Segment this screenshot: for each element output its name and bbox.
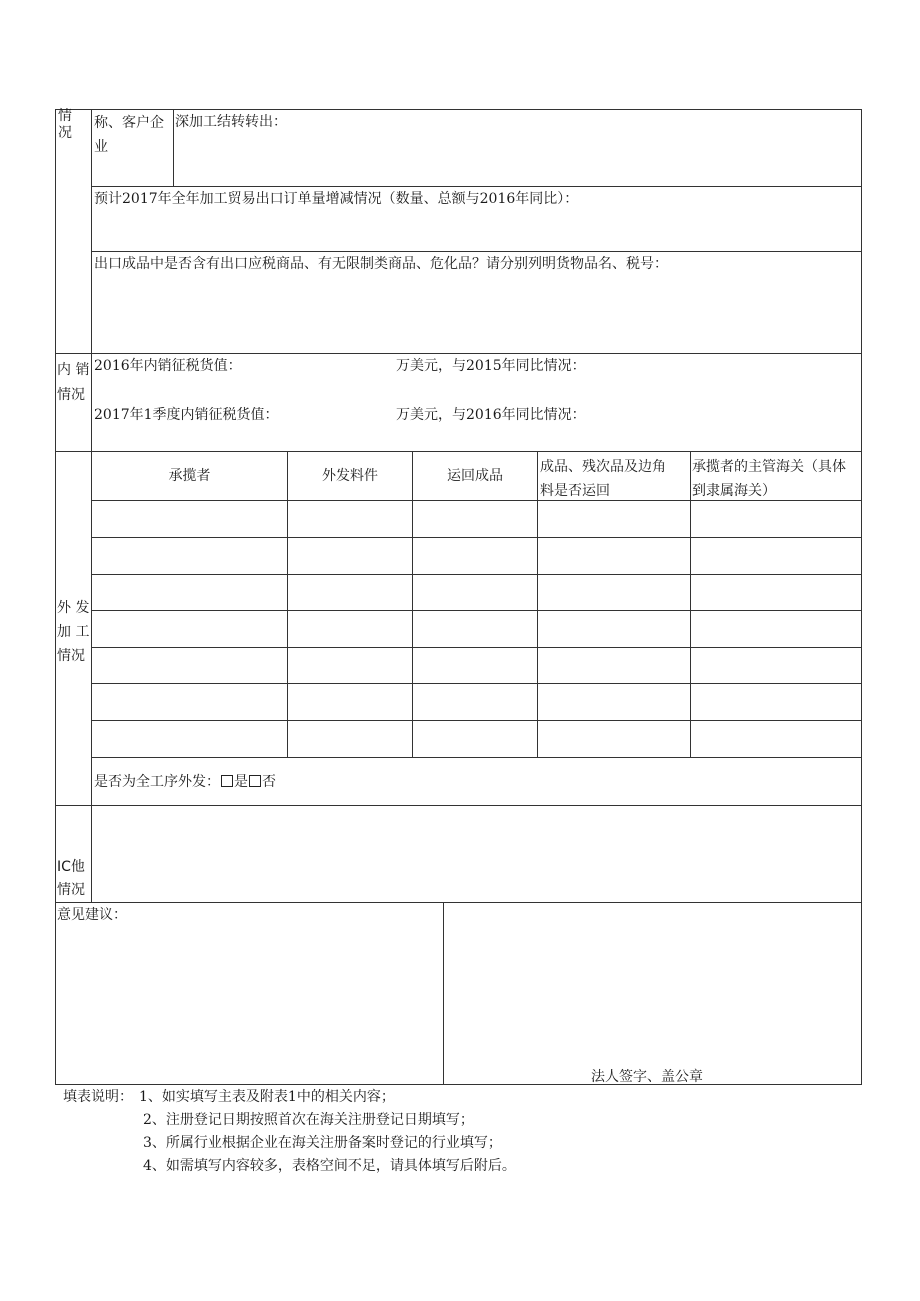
header-outgoing-materials: 外发料件 [322,468,378,484]
note-item: 3、所属行业根据企业在海关注册备案时登记的行业填写； [143,1135,502,1151]
domestic-2016-compare: 万美元，与2015年同比情况： [396,358,586,374]
grid-line [287,451,288,757]
label-char: 况 [58,125,72,141]
label-line: 情况 [57,882,85,898]
header-line: 承揽者的主管海关（具体 [692,459,846,475]
table-border-right [861,109,862,1085]
grid-line [412,451,413,757]
section-label-situation [58,108,72,142]
header-returned-products: 运回成品 [447,468,503,484]
header-scrap-returned [540,455,666,503]
label-line: 情况 [57,648,85,664]
domestic-2016-label: 2016年内销征税货值： [94,358,242,374]
grid-line [91,574,862,575]
label-line: 业 [94,139,108,155]
grid-line [537,451,538,757]
section-label-other [57,856,85,902]
yes-checkbox[interactable] [221,775,233,787]
row-divider [55,902,862,903]
note-item: 1、如实填写主表及附表1中的相关内容； [139,1089,395,1105]
grid-line [91,647,862,648]
table-border-bottom [55,1084,862,1085]
signature-label: 法人签字、盖公章 [591,1069,703,1085]
row-divider [55,353,862,354]
section-label-outsource [57,596,89,668]
notes-title: 填表说明： [63,1089,133,1105]
row-divider [91,251,862,252]
export-goods-label: 出口成品中是否含有出口应税商品、有无限制类商品、危化品？请分别列明货物品名、税号： [94,256,668,272]
table-border-top [55,109,862,110]
opinion-label: 意见建议： [57,907,127,923]
label-char: 情 [58,108,72,124]
row1-sub-divider [173,109,174,186]
deep-processing-label: 深加工结转转出： [175,114,287,130]
header-line: 料是否运回 [540,483,610,499]
section-label-domestic [57,358,89,408]
grid-line [91,720,862,721]
yes-label: 是 [234,774,248,790]
note-item: 4、如需填写内容较多，表格空间不足，请具体填写后附后。 [143,1158,516,1174]
grid-line [91,610,862,611]
label-line: 称、客户企 [94,115,164,131]
no-label: 否 [262,774,276,790]
question-text: 是否为全工序外发： [94,774,220,790]
row-divider [55,451,862,452]
header-line: 成品、残次品及边角 [540,459,666,475]
label-column-divider [91,109,92,902]
order-forecast-label: 预计2017年全年加工贸易出口订单量增减情况（数量、总额与2016年同比）： [94,191,579,207]
domestic-2017q1-label: 2017年1季度内销征税货值： [94,407,279,423]
note-item: 2、注册登记日期按照首次在海关注册登记日期填写； [143,1112,474,1128]
header-contractor: 承揽者 [168,468,211,484]
grid-line [91,757,862,758]
grid-line [91,537,862,538]
table-border-left [55,109,56,1085]
opinion-divider [443,902,444,1085]
row1-sub-label [94,111,164,159]
row-divider [55,805,862,806]
label-line: IC他 [57,859,85,875]
label-line: 外 发 [57,600,90,616]
no-checkbox[interactable] [249,775,261,787]
grid-line [690,451,691,757]
row-divider [91,186,862,187]
full-process-question [94,771,276,793]
header-line: 到隶属海关） [692,483,776,499]
label-line: 加 工 [57,624,90,640]
domestic-2017q1-compare: 万美元，与2016年同比情况： [396,407,586,423]
header-customs-authority [692,455,846,503]
label-line: 情况 [57,387,85,403]
grid-line [91,683,862,684]
label-line: 内 销 [57,362,90,378]
